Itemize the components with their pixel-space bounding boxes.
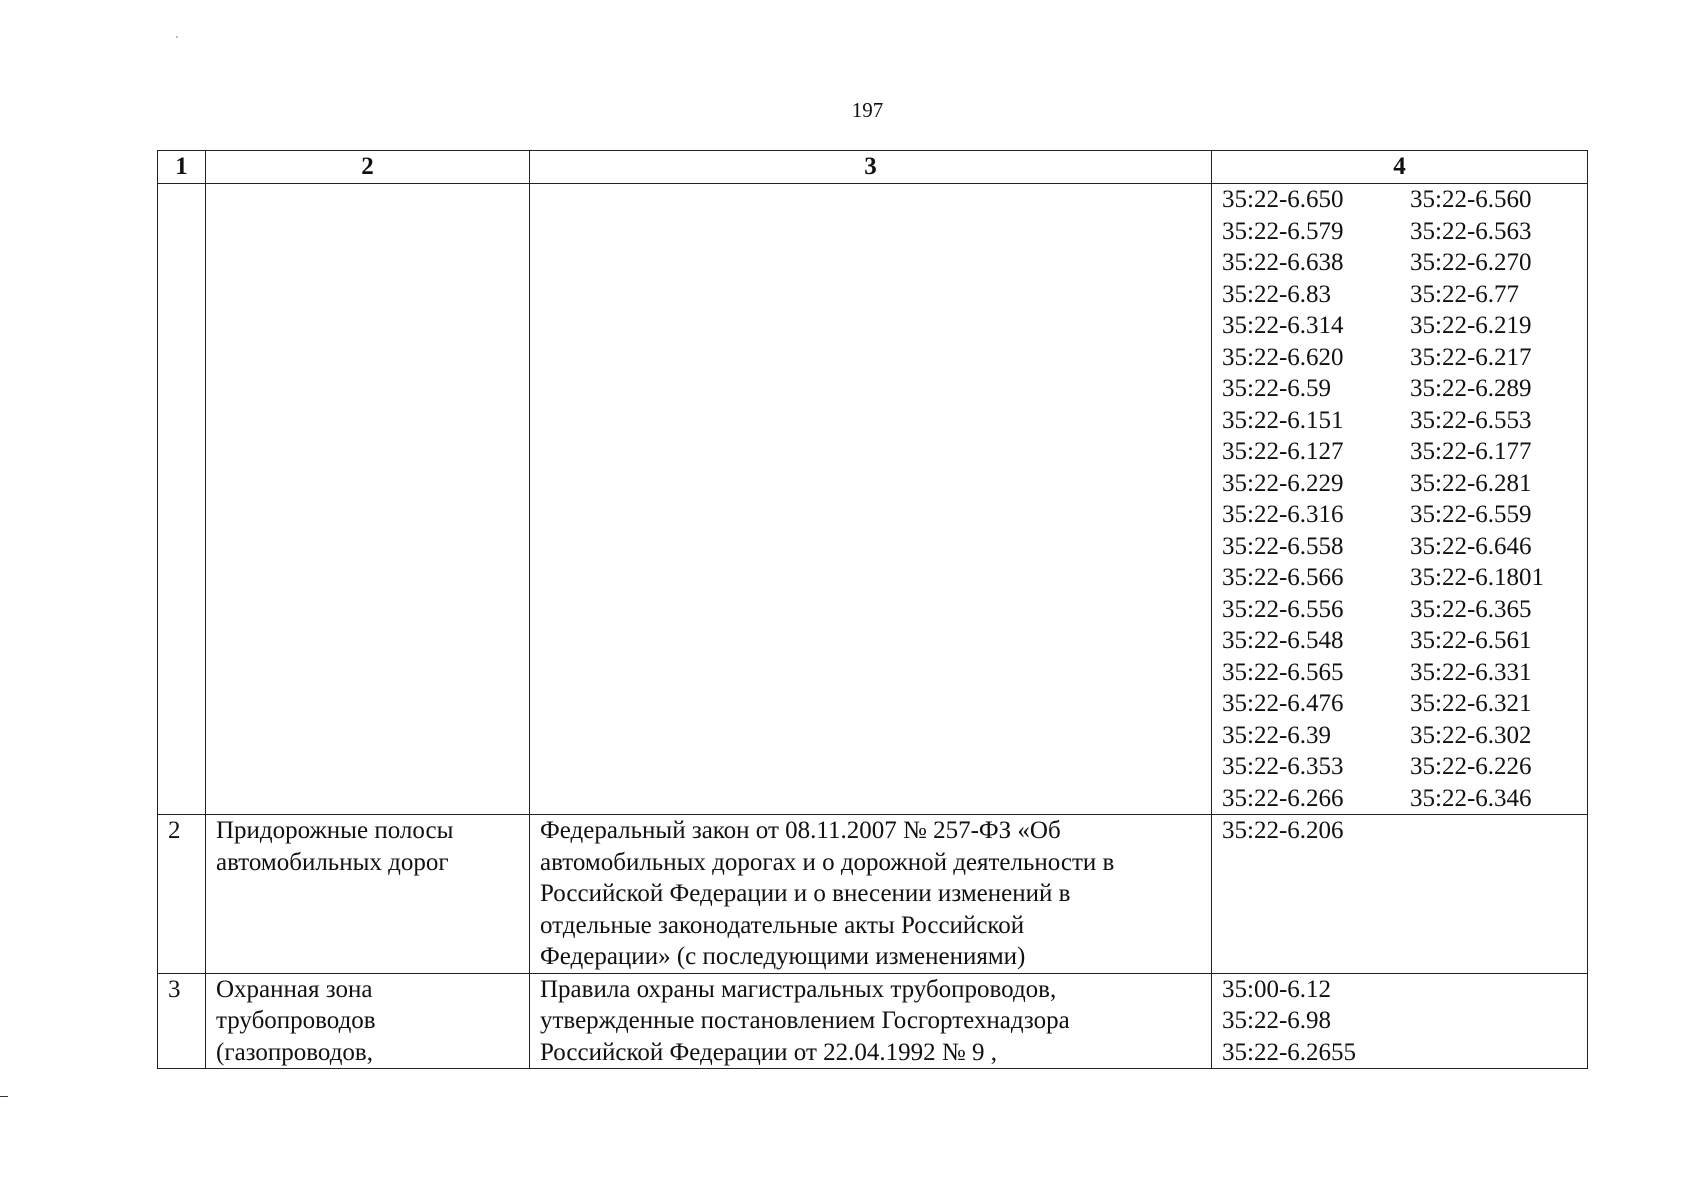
zone-name-line: автомобильных дорог	[216, 848, 449, 876]
cadastral-code: 35:22-6.331	[1410, 658, 1532, 686]
cell-name-empty	[206, 184, 530, 815]
header-col-3: 3	[530, 151, 1212, 184]
cadastral-code: 35:22-6.620	[1222, 343, 1344, 371]
header-col-1: 1	[158, 151, 206, 184]
legal-basis-line: Российской Федерации и о внесении изменений в	[540, 880, 1071, 907]
header-col-4: 4	[1212, 151, 1588, 184]
zone-code: 35:22-6.2655	[1222, 1038, 1357, 1066]
zone-name	[206, 815, 530, 974]
cadastral-code: 35:22-6.563	[1410, 217, 1532, 245]
cadastral-code: 35:22-6.270	[1410, 249, 1532, 276]
document-table	[157, 150, 1588, 1069]
zone-name-line: трубопроводов	[216, 1007, 376, 1034]
cadastral-code: 35:22-6.553	[1410, 406, 1532, 434]
zone-name-line: (газопроводов,	[216, 1038, 373, 1066]
cadastral-code: 35:22-6.177	[1410, 438, 1532, 465]
cadastral-code: 35:22-6.321	[1410, 690, 1532, 717]
cadastral-code: 35:22-6.266	[1222, 784, 1344, 812]
cadastral-code: 35:22-6.558	[1222, 532, 1344, 560]
cadastral-code: 35:22-6.219	[1410, 312, 1532, 339]
table-row-continued	[158, 184, 1588, 815]
cadastral-code: 35:22-6.59	[1222, 375, 1332, 402]
cadastral-code: 35:22-6.217	[1410, 343, 1532, 371]
cadastral-code: 35:22-6.151	[1222, 406, 1344, 434]
legal-basis-line: утвержденные постановлением Госгортехнадзора	[540, 1007, 1070, 1034]
cadastral-code: 35:22-6.556	[1222, 595, 1344, 623]
cadastral-code: 35:22-6.229	[1222, 469, 1344, 497]
cadastral-code: 35:22-6.365	[1410, 595, 1532, 623]
cadastral-code: 35:22-6.560	[1410, 186, 1532, 213]
cell-num-empty	[158, 184, 206, 815]
cadastral-code: 35:22-6.566	[1222, 564, 1344, 591]
cadastral-code: 35:22-6.646	[1410, 532, 1532, 560]
zone-code: 35:22-6.206	[1222, 817, 1344, 844]
legal-basis-line: Федеральный закон от 08.11.2007 № 257-ФЗ «Об	[540, 817, 1061, 844]
cadastral-code: 35:22-6.565	[1222, 658, 1344, 686]
page-number: 197	[851, 98, 884, 122]
cadastral-code: 35:22-6.127	[1222, 438, 1344, 465]
zone-code: 35:22-6.98	[1222, 1007, 1332, 1034]
legal-basis-line: Федерации» (с последующими изменениями)	[540, 943, 1026, 970]
cadastral-code: 35:22-6.77	[1410, 280, 1520, 308]
cadastral-code: 35:22-6.316	[1222, 501, 1344, 528]
cadastral-code: 35:22-6.281	[1410, 469, 1532, 497]
legal-basis-line: Российской Федерации от 22.04.1992 № 9 ,	[540, 1038, 997, 1066]
zone-name	[206, 973, 530, 1069]
code-grid	[1222, 184, 1577, 814]
zone-codes	[1212, 973, 1588, 1069]
legal-basis-line: Правила охраны магистральных трубопроводов,	[540, 975, 1057, 1003]
cadastral-code: 35:22-6.650	[1222, 186, 1344, 213]
legal-basis-line: отдельные законодательные акты Российской	[540, 911, 1025, 939]
zone-name-line: Охранная зона	[216, 975, 373, 1003]
cadastral-code: 35:22-6.548	[1222, 627, 1344, 654]
scan-edge-mark	[0, 1096, 8, 1097]
row-number: 3	[158, 973, 206, 1069]
cadastral-code: 35:22-6.638	[1222, 249, 1344, 276]
legal-basis	[530, 973, 1212, 1069]
cell-codes-continued	[1212, 184, 1588, 815]
cadastral-code: 35:22-6.302	[1410, 721, 1532, 749]
cadastral-code: 35:22-6.579	[1222, 217, 1344, 245]
table-row	[158, 815, 1588, 974]
cadastral-code: 35:22-6.559	[1410, 501, 1532, 528]
cadastral-code: 35:22-6.226	[1410, 753, 1532, 780]
cadastral-code: 35:22-6.39	[1222, 721, 1332, 749]
zone-codes	[1212, 815, 1588, 974]
cadastral-code: 35:22-6.1801	[1410, 564, 1545, 591]
cadastral-code: 35:22-6.83	[1222, 280, 1332, 308]
cadastral-code: 35:22-6.314	[1222, 312, 1344, 339]
cell-law-empty	[530, 184, 1212, 815]
cadastral-code: 35:22-6.476	[1222, 690, 1344, 717]
table-row	[158, 973, 1588, 1069]
cadastral-code: 35:22-6.561	[1410, 627, 1532, 654]
row-number: 2	[158, 815, 206, 974]
cadastral-code: 35:22-6.289	[1410, 375, 1532, 402]
zone-code: 35:00-6.12	[1222, 975, 1332, 1003]
cadastral-code: 35:22-6.353	[1222, 753, 1344, 780]
table-header-row	[158, 151, 1588, 184]
cadastral-code: 35:22-6.346	[1410, 784, 1532, 812]
legal-basis-line: автомобильных дорогах и о дорожной деятельности в	[540, 848, 1115, 876]
scan-artifact	[176, 36, 178, 38]
legal-basis	[530, 815, 1212, 974]
zone-name-line: Придорожные полосы	[216, 817, 454, 844]
header-col-2: 2	[206, 151, 530, 184]
